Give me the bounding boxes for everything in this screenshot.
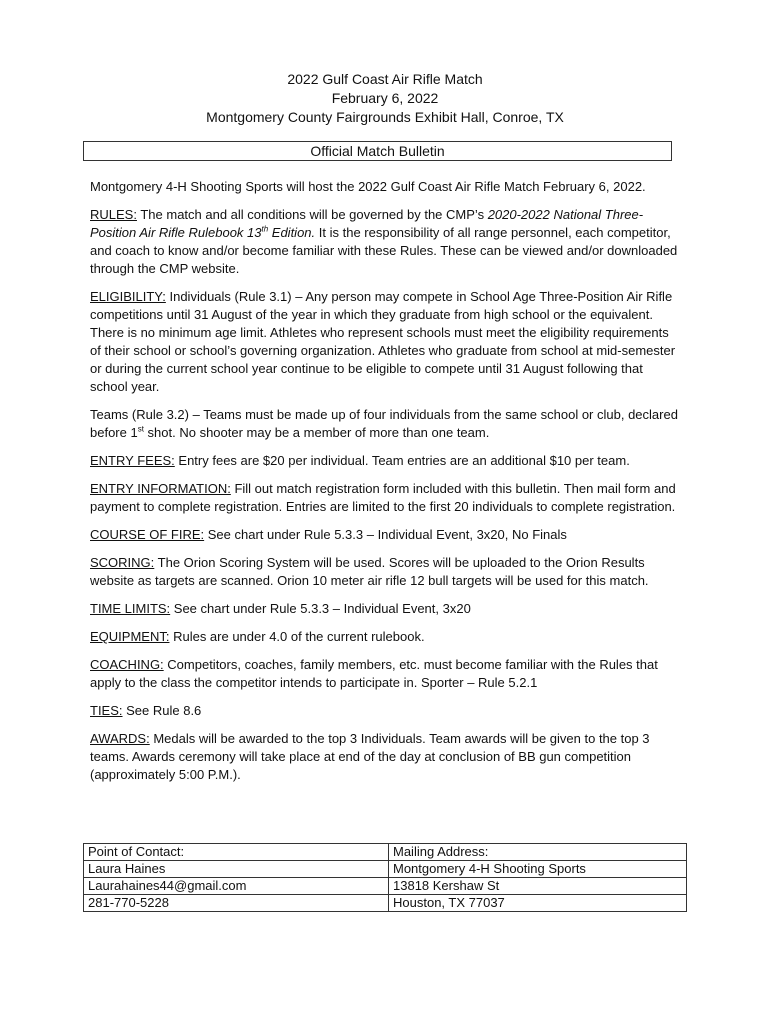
bulletin-title-box: [83, 141, 672, 161]
rulebook-title-text: 2020-2022 National Three-Position Air Rifle Rulebook 13: [90, 207, 644, 240]
rules-text-b: It is the responsibility of all range personnel, each competitor, and coach to know and/or become familiar with these Rules. These can be viewed and/or downloaded through the CMP website.: [90, 225, 678, 276]
rules-paragraph: [90, 206, 680, 278]
rules-heading: RULES:: [90, 207, 137, 222]
table-row: [84, 895, 687, 912]
table-row: [84, 844, 687, 861]
teams-text-a: Teams (Rule 3.2) – Teams must be made up of four individuals from the same school or club, declared before 1: [90, 407, 678, 440]
contact-phone: 281-770-5228: [84, 895, 389, 912]
eligibility-paragraph: [90, 288, 680, 396]
bulletin-body: [90, 178, 680, 794]
entry-info-paragraph: [90, 480, 680, 516]
teams-paragraph: [90, 406, 680, 442]
teams-sup: st: [137, 424, 144, 434]
match-title: 2022 Gulf Coast Air Rifle Match: [287, 71, 483, 87]
scoring-paragraph: [90, 554, 680, 590]
address-cell: Mailing Address:: [389, 844, 687, 861]
ties-text: See Rule 8.6: [122, 703, 202, 718]
course-of-fire-paragraph: [90, 526, 680, 544]
course-of-fire-text: See chart under Rule 5.3.3 – Individual Event, 3x20, No Finals: [204, 527, 567, 542]
coaching-text: Competitors, coaches, family members, etc. must become familiar with the Rules that apply to the class the competitor intends to participate in. Sporter – Rule 5.2.1: [90, 657, 658, 690]
entry-fees-text: Entry fees are $20 per individual. Team entries are an additional $10 per team.: [174, 453, 630, 468]
equipment-paragraph: [90, 628, 680, 646]
scoring-heading: SCORING:: [90, 555, 155, 570]
equipment-heading: EQUIPMENT:: [90, 629, 170, 644]
ties-heading: TIES:: [90, 703, 123, 718]
address-street: 13818 Kershaw St: [389, 878, 687, 895]
awards-paragraph: [90, 730, 680, 784]
address-city: Houston, TX 77037: [389, 895, 687, 912]
ties-paragraph: [90, 702, 680, 720]
contact-name: Laura Haines: [84, 861, 389, 878]
bulletin-title: Official Match Bulletin: [310, 143, 445, 159]
match-date: February 6, 2022: [331, 90, 439, 106]
coaching-heading: COACHING:: [90, 657, 164, 672]
coaching-paragraph: [90, 656, 680, 692]
equipment-text: Rules are under 4.0 of the current rulebook.: [169, 629, 425, 644]
table-row: [84, 861, 687, 878]
intro-paragraph: Montgomery 4-H Shooting Sports will host the 2022 Gulf Coast Air Rifle Match February 6, 2022.: [90, 179, 646, 194]
document-header: [0, 70, 770, 127]
eligibility-text: Individuals (Rule 3.1) – Any person may compete in School Age Three-Position Air Rifle competitions until 31 August of the year in which they graduate from high school or the equivalent. There is no minimum age limit. Athletes who represent schools must meet the eligibility requirements of their school or school’s governing organization. Athletes who graduate from school at mid-semester or during the current school year continue to be eligible to compete until 31 August following that school year.: [90, 289, 676, 394]
entry-fees-heading: ENTRY FEES:: [90, 453, 175, 468]
awards-text: Medals will be awarded to the top 3 Individuals. Team awards will be given to the top 3 teams. Awards ceremony will take place at end of the day at conclusion of BB gun competition (approximately 5:00 P.M.).: [90, 731, 650, 782]
match-location: Montgomery County Fairgrounds Exhibit Hall, Conroe, TX: [206, 109, 564, 125]
teams-text-b: shot. No shooter may be a member of more than one team.: [143, 425, 490, 440]
contact-cell: Point of Contact:: [84, 844, 389, 861]
rulebook-edition: Edition.: [268, 225, 316, 240]
entry-info-text: Fill out match registration form included with this bulletin. Then mail form and payment to complete registration. Entries are limited to the first 20 individuals to complete registration.: [90, 481, 676, 514]
table-row: [84, 878, 687, 895]
entry-info-heading: ENTRY INFORMATION:: [90, 481, 231, 496]
address-organization: Montgomery 4-H Shooting Sports: [389, 861, 687, 878]
course-of-fire-heading: COURSE OF FIRE:: [90, 527, 205, 542]
entry-fees-paragraph: [90, 452, 680, 470]
contact-email: Laurahaines44@gmail.com: [84, 878, 389, 895]
rulebook-sup: th: [261, 224, 269, 234]
contact-table: [83, 843, 687, 912]
time-limits-heading: TIME LIMITS:: [90, 601, 171, 616]
scoring-text: The Orion Scoring System will be used. Scores will be uploaded to the Orion Results website as targets are scanned. Orion 10 meter air rifle 12 bull targets will be used for this match.: [90, 555, 649, 588]
awards-heading: AWARDS:: [90, 731, 150, 746]
eligibility-heading: ELIGIBILITY:: [90, 289, 166, 304]
rules-text-a: The match and all conditions will be governed by the CMP’s: [136, 207, 488, 222]
time-limits-text: See chart under Rule 5.3.3 – Individual Event, 3x20: [170, 601, 471, 616]
time-limits-paragraph: [90, 600, 680, 618]
